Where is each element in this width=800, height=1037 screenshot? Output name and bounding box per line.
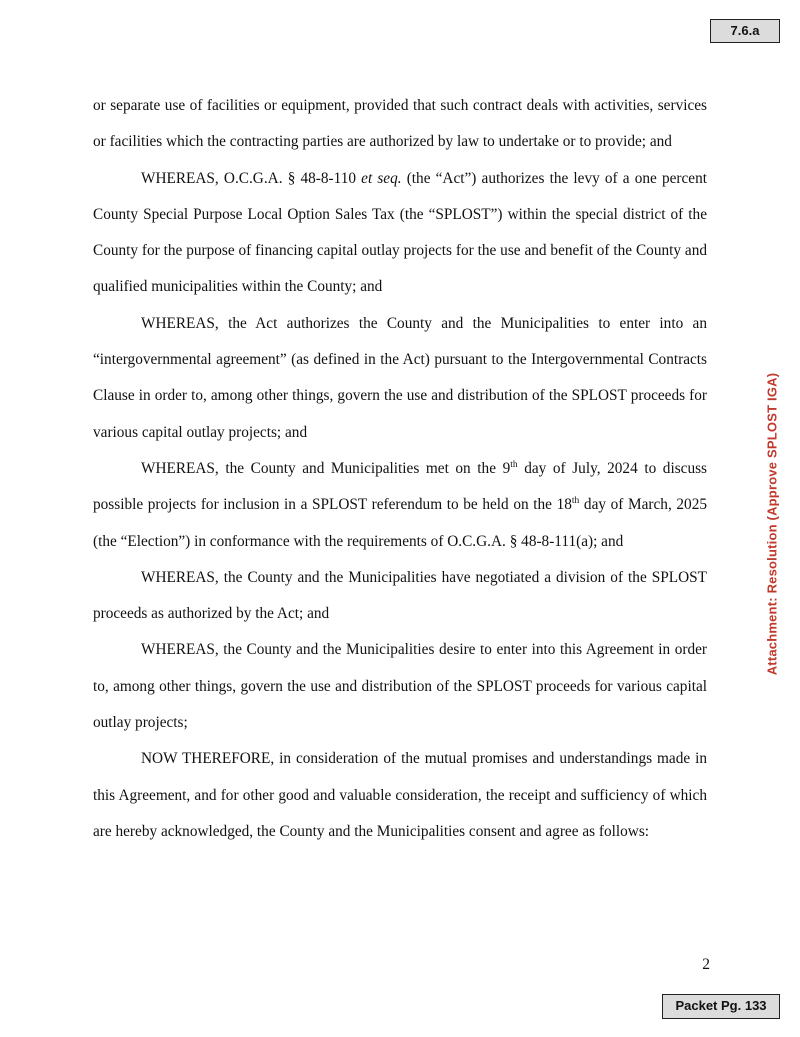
item-tag: 7.6.a [710, 19, 780, 43]
paragraph-6: WHEREAS, the County and the Municipalities desire to enter into this Agreement in order to, among other things, govern the use and distribution of the SPLOST proceeds for various capital outlay projects; [93, 641, 707, 732]
page-number: 2 [702, 956, 710, 973]
attachment-side-label: Attachment: Resolution (Approve SPLOST IGA) [764, 372, 780, 676]
document-body [93, 88, 707, 850]
paragraph-5: WHEREAS, the County and the Municipalities have negotiated a division of the SPLOST proceeds as authorized by the Act; and [93, 568, 707, 623]
paragraph-4: WHEREAS, the County and Municipalities met on the 9th day of July, 2024 to discuss possible projects for inclusion in a SPLOST referendum to be held on the 18th day of March, 2025 (the “Election”) in conformance with the requirements of O.C.G.A. § 48-8-111(a); and [93, 459, 708, 550]
paragraph-7: NOW THEREFORE, in consideration of the mutual promises and understandings made in this Agreement, and for other good and valuable consideration, the receipt and sufficiency of which are hereby acknowledged, the County and the Municipalities consent and agree as follows: [93, 750, 707, 840]
packet-page-label: Packet Pg. 133 [662, 994, 780, 1019]
paragraph-3: WHEREAS, the Act authorizes the County and the Municipalities to enter into an “intergovernmental agreement” (as defined in the Act) pursuant to the Intergovernmental Contracts Clause in order to, among other things, govern the use and distribution of the SPLOST proceeds for various capital outlay projects; and [93, 314, 707, 441]
paragraph-1: or separate use of facilities or equipment, provided that such contract deals with activities, services or facilities which the contracting parties are authorized by law to undertake or to provide; and [93, 97, 707, 151]
paragraph-2: WHEREAS, O.C.G.A. § 48-8-110 et seq. (the “Act”) authorizes the levy of a one percent County Special Purpose Local Option Sales Tax (the “SPLOST”) within the special district of the County for the purpose of financing capital outlay projects for the use and benefit of the County and qualified municipalities within the County; and [93, 169, 707, 296]
